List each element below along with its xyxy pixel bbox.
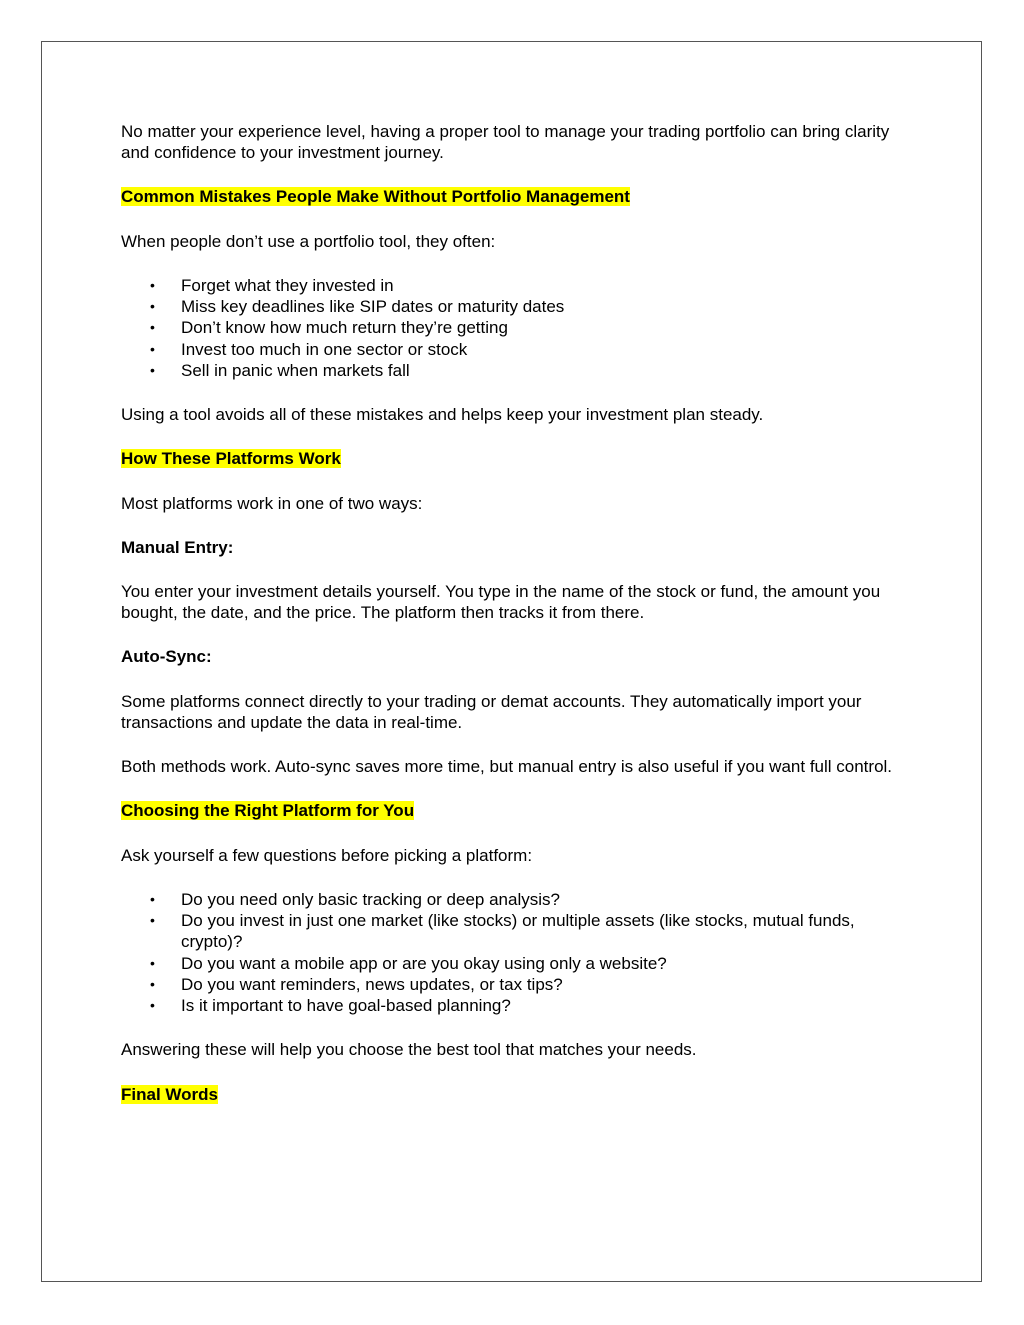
bullet-icon: • [150,890,155,907]
list-item [121,910,911,953]
auto-sync-text: Some platforms connect directly to your trading or demat accounts. They automatically import your transactions and update the data in real-time. [121,691,862,732]
bullet-icon: • [150,362,155,379]
list-item-text: Do you want reminders, news updates, or tax tips? [181,974,563,994]
bullet-icon: • [150,276,155,293]
bullet-icon: • [150,340,155,357]
platforms-lead: Most platforms work in one of two ways: [121,493,423,513]
platforms-closing: Both methods work. Auto-sync saves more time, but manual entry is also useful if you want full control. [121,757,893,777]
manual-entry-text: You enter your investment details yourself. You type in the name of the stock or fund, the amount you bought, the date, and the price. The platform then tracks it from there. [121,581,881,623]
bullet-icon: • [150,975,155,992]
document-body [121,121,911,1128]
bullet-icon: • [150,954,155,971]
final-heading-wrap [121,1084,911,1105]
bullet-icon: • [150,298,155,315]
mistakes-closing: Using a tool avoids all of these mistakes and helps keep your investment plan steady. [121,405,764,425]
list-item [121,360,911,381]
list-item-text: Is it important to have goal-based planning? [181,996,511,1016]
list-item [121,953,911,974]
list-item [121,974,911,995]
platforms-heading: How These Platforms Work [121,449,341,469]
auto-sync-title: Auto-Sync: [121,647,212,667]
mistakes-heading-wrap [121,186,911,207]
choosing-closing: Answering these will help you choose the best tool that matches your needs. [121,1040,697,1060]
choosing-heading: Choosing the Right Platform for You [121,801,415,821]
choosing-lead: Ask yourself a few questions before picking a platform: [121,845,533,865]
choosing-heading-wrap [121,800,911,821]
mistakes-list [121,275,911,381]
manual-entry-title: Manual Entry: [121,537,234,557]
platforms-heading-wrap [121,448,911,469]
list-item [121,995,911,1016]
choosing-list [121,889,911,1017]
bullet-icon: • [150,997,155,1014]
list-item [121,317,911,338]
list-item [121,275,911,296]
list-item [121,296,911,317]
list-item-text: Miss key deadlines like SIP dates or maturity dates [181,297,565,317]
intro-paragraph: No matter your experience level, having a proper tool to manage your trading portfolio can bring clarity and confidence to your investment journey. [121,122,890,163]
mistakes-lead: When people don’t use a portfolio tool, they often: [121,231,496,251]
final-words-heading: Final Words [121,1084,218,1104]
list-item-text: Do you need only basic tracking or deep analysis? [181,889,560,909]
bullet-icon: • [150,319,155,336]
list-item-text: Forget what they invested in [181,275,394,295]
mistakes-heading: Common Mistakes People Make Without Portfolio Management [121,187,630,207]
list-item-text: Don’t know how much return they’re getting [181,318,508,338]
list-item-text: Do you invest in just one market (like stocks) or multiple assets (like stocks, mutual funds, crypto)? [181,911,855,952]
list-item [121,889,911,910]
list-item-text: Do you want a mobile app or are you okay using only a website? [181,953,667,973]
bullet-icon: • [150,912,155,928]
list-item-text: Invest too much in one sector or stock [181,339,468,359]
list-item-text: Sell in panic when markets fall [181,361,410,381]
list-item [121,339,911,360]
